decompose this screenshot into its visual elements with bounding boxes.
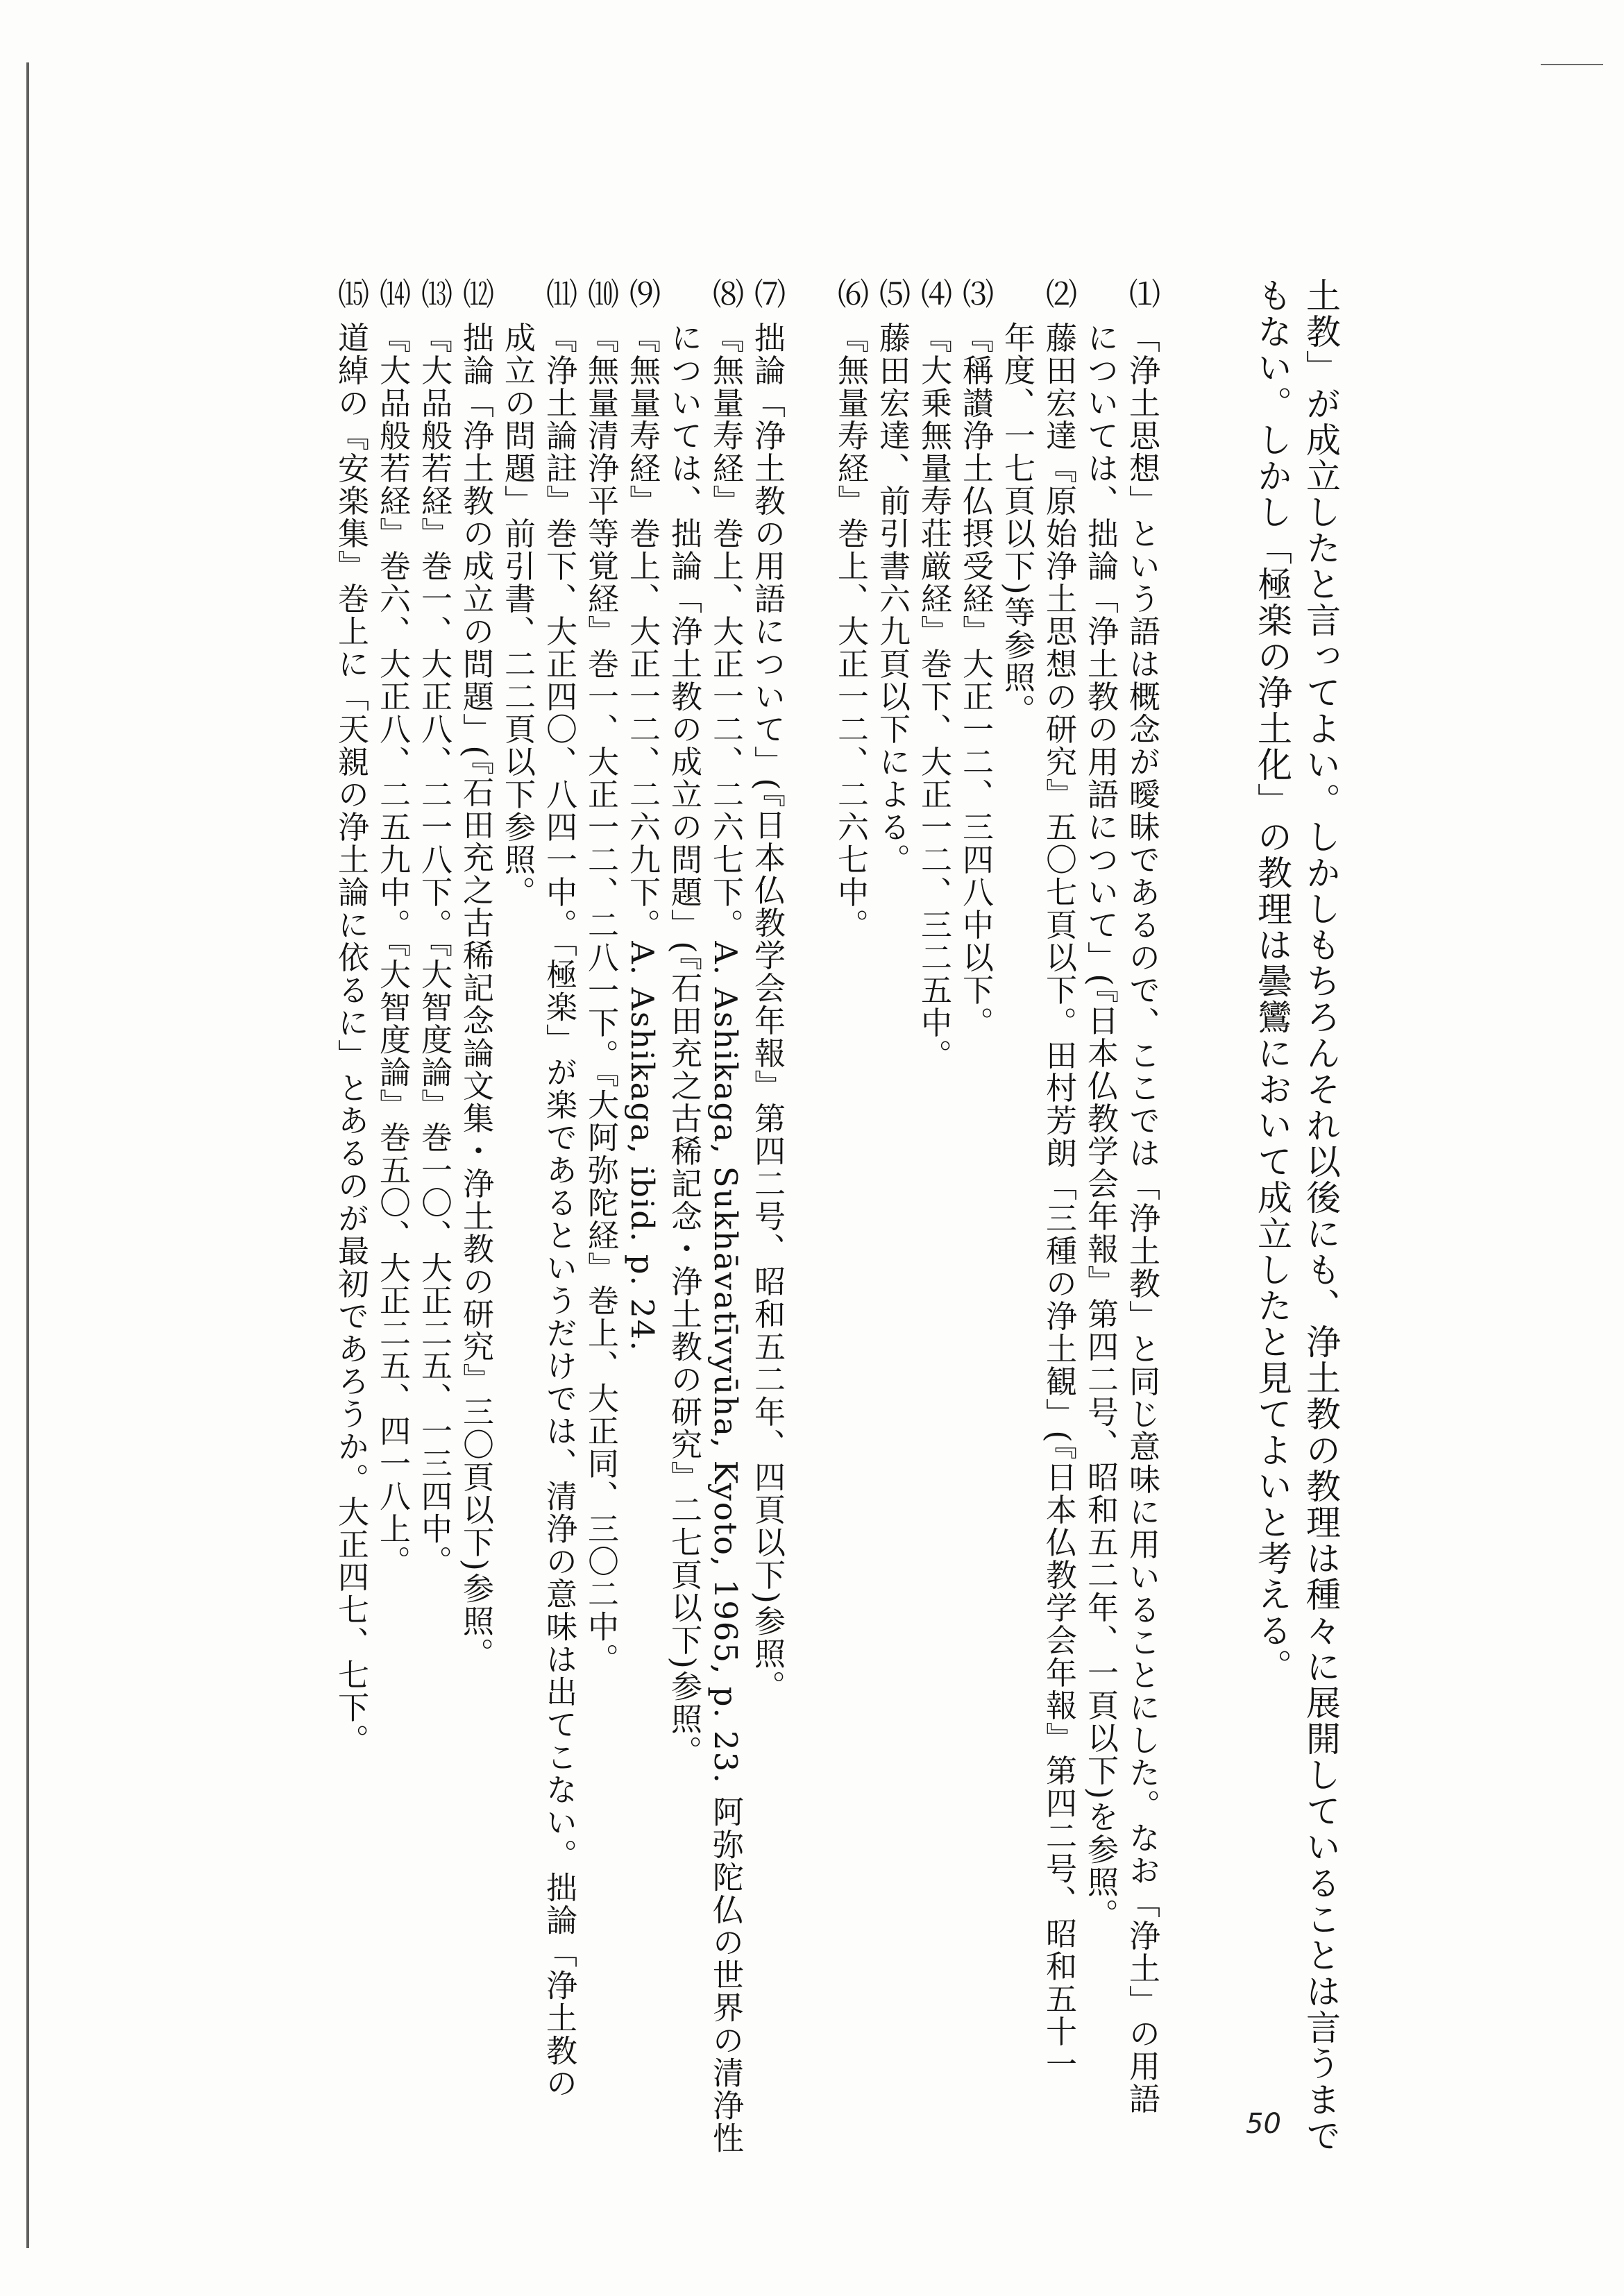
footnote-8-line-2: については、拙論「浄土教の成立の問題」(『石田充之古稀記念・浄土教の研究』二七頁以下)参照。 <box>666 278 702 1768</box>
footnote-14: ⒁ 『大品般若経』巻六、大正八、二五九中。『大智度論』巻五〇、大正二五、四一八上。 <box>374 278 411 1578</box>
footnote-11-line-2: 成立の問題」前引書、二二頁以下参照。 <box>499 278 536 909</box>
footnote-11-line-1: ⑾ 『浄土論註』巻下、大正四〇、八四一中。「極楽」が楽であるというだけでは、清浄の意味は出てこない。拙論「浄土教の <box>541 278 577 2100</box>
footnote-9: ⑼ 『無量寿経』巻上、大正一二、二六九下。A. Ashikaga, ibid. p. 24. <box>624 278 661 1352</box>
footnote-4: ⑷ 『大乗無量寿荘厳経』巻下、大正一二、三二五中。 <box>915 278 952 1072</box>
body-line-2: もない。しかし「極楽の浄土化」の教理は曇鸞において成立したと見てよいと考える。 <box>1252 278 1292 1685</box>
footnote-8-line-1: ⑻ 『無量寿経』巻上、大正一二、二六七下。A. Ashikaga, Sukhāvatīvyūha, Kyoto, 1965, p. 23. 阿弥陀仏の世界の清浄性 <box>707 278 744 2155</box>
page-number: 50 <box>1246 2108 1281 2140</box>
footnote-6: ⑹ 『無量寿経』巻上、大正一二、二六七中。 <box>832 278 869 942</box>
footnote-1-line-2: については、拙論「浄土教の用語について」(『日本仏教学会年報』第四二号、昭和五二年、一頁以下)を参照。 <box>1082 278 1119 1931</box>
footnote-1-line-1: ⑴ 「浄土思想」という語は概念が曖昧であるので、ここでは「浄土教」と同じ意味に用いることにした。なお「浄土」の用語 <box>1124 278 1160 2116</box>
body-line-1: 土教」が成立したと言ってよい。しかしもちろんそれ以後にも、浄土教の教理は種々に展開していることは言うまで <box>1301 278 1341 2154</box>
footnote-13: ⒀ 『大品般若経』巻一、大正八、二一八下。『大智度論』巻一〇、大正二五、一三四中。 <box>416 278 452 1578</box>
footnote-2-line-2: 年度、一七頁以下)等参照。 <box>999 278 1035 726</box>
footnote-10: ⑽ 『無量清浄平等覚経』巻一、大正一二、二八一下。『大阿弥陀経』巻上、大正同、三〇二中。 <box>582 278 619 1676</box>
page-binding-edge <box>26 62 29 2248</box>
footnote-15: ⒂ 道綽の『安楽集』巻上に「天親の浄土論に依るに」とあるのが最初であろうか。大正四七、七下。 <box>332 278 369 1757</box>
footnote-7: ⑺ 拙論「浄土教の用語について」(『日本仏教学会年報』第四二号、昭和五二年、四頁以下)参照。 <box>749 278 786 1703</box>
footnote-5: ⑸ 藤田宏達、前引書六九頁以下による。 <box>874 278 911 876</box>
footnote-2-line-1: ⑵ 藤田宏達『原始浄土思想の研究』五〇七頁以下。田村芳朗「三種の浄土観」(『日本仏教学会年報』第四二号、昭和五十一 <box>1040 278 1077 2081</box>
scan-corner-mark <box>1541 64 1603 65</box>
footnote-12: ⑿ 拙論「浄土教の成立の問題」(『石田充之古稀記念論文集・浄土教の研究』三〇頁以下)参照。 <box>457 278 494 1670</box>
footnote-3: ⑶ 『稱讃浄土仏摂受経』大正一二、三四八中以下。 <box>957 278 994 1039</box>
